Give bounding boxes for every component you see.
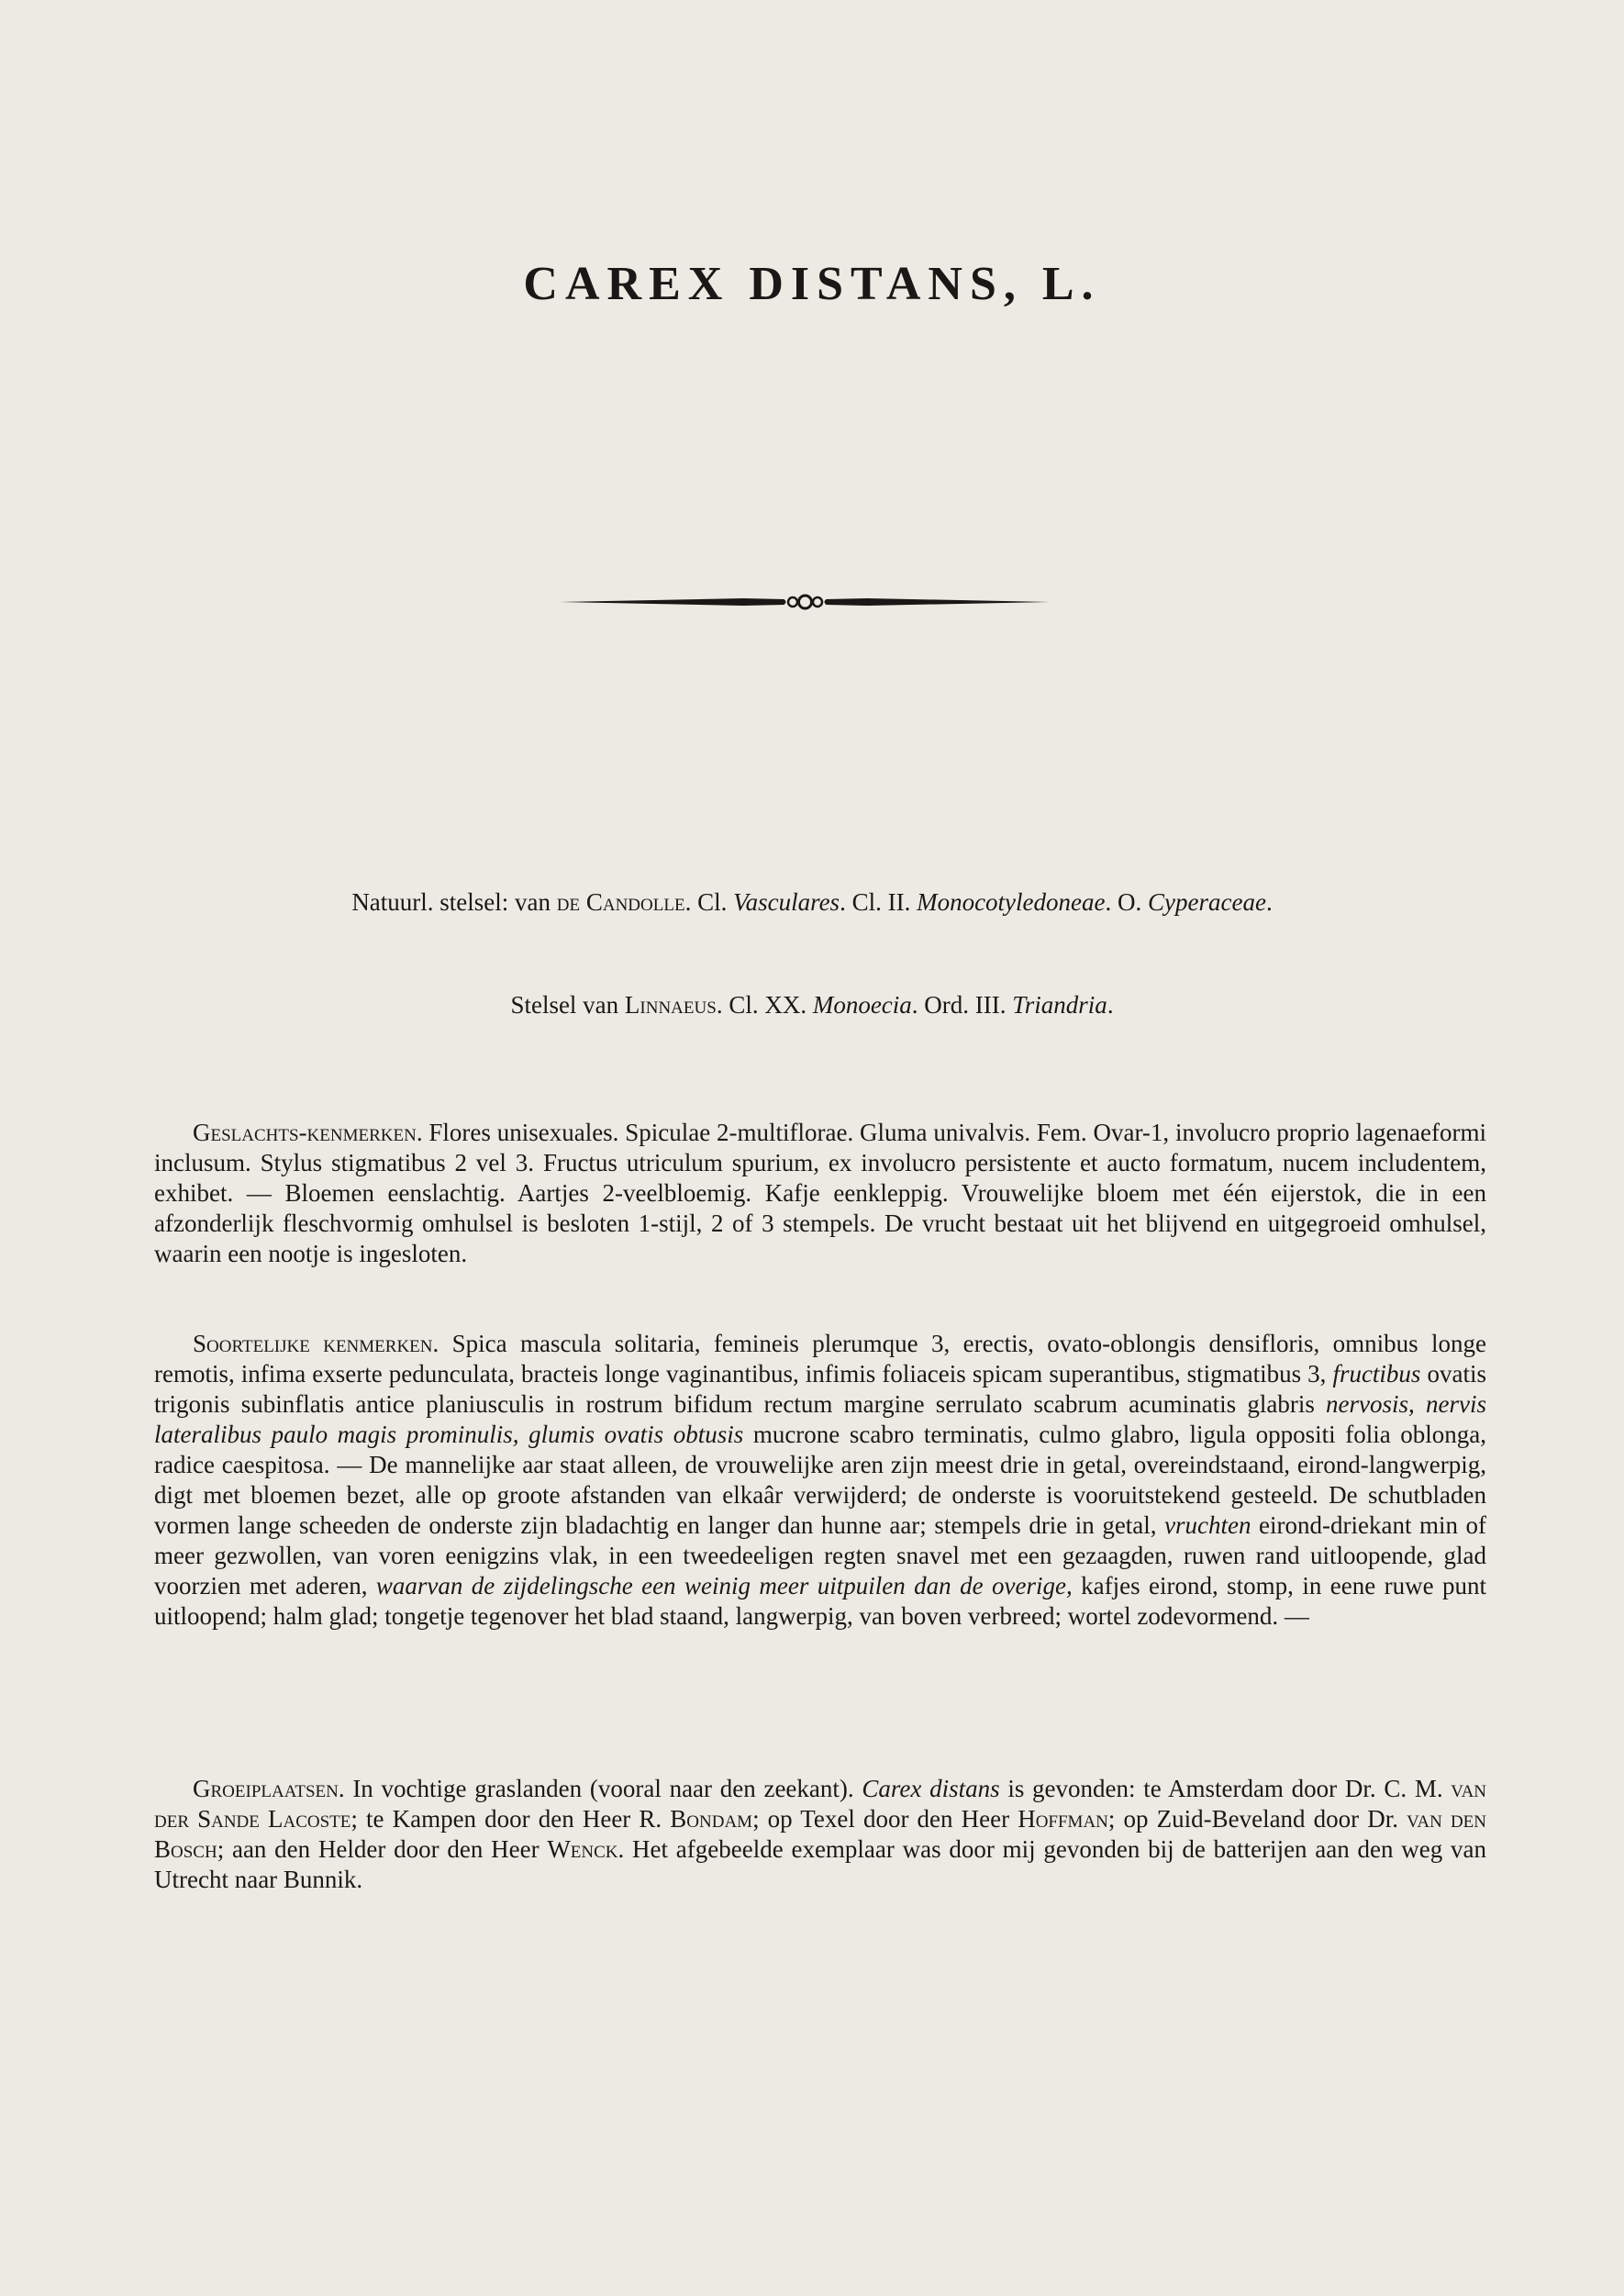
section-heading: Geslachts-kenmerken. <box>193 1119 423 1146</box>
section-heading: Soortelijke kenmerken. <box>193 1330 439 1357</box>
author-linnaeus: Linnaeus <box>624 991 717 1019</box>
section-heading: Groeiplaatsen. <box>193 1775 345 1802</box>
natural-system-line: Natuurl. stelsel: van de Candolle. Cl. Vasculares. Cl. II. Monocotyledoneae. O. Cyperaceae. <box>351 888 1273 916</box>
ornamental-divider <box>560 587 1051 617</box>
author-de-candolle: de Candolle <box>556 888 685 916</box>
groeiplaatsen-paragraph: Groeiplaatsen. In vochtige graslanden (vooral naar den zeekant). Carex distans is gevonden: te Amsterdam door Dr. C. M. van der Sande Lacoste; te Kampen door den Heer R. Bondam; op Texel door den Heer Hoffman; op Zuid-Beveland door Dr. van den Bosch; aan den Helder door den Heer Wenck. Het afgebeelde exemplaar was door mij gevonden bij de batterijen aan den weg van Utrecht naar Bunnik. <box>154 1775 1487 1893</box>
soortelijke-kenmerken-paragraph: Soortelijke kenmerken. Spica mascula solitaria, femineis plerumque 3, erectis, ovato-oblongis densifloris, omnibus longe remotis, infima exserte pedunculata, bracteis longe vaginantibus, infimis foliaceis spicam superantibus, stigmatibus 3, fructibus ovatis trigonis subinflatis antice planiusculis in rostrum bifidum rectum margine serrulato scabrum acuminatis glabris nervosis, nervis lateralibus paulo magis prominulis, glumis ovatis obtusis mucrone scabro terminatis, culmo glabro, ligula oppositi folia oblonga, radice caespitosa. — De mannelijke aar staat alleen, de vrouwelijke aren zijn meest drie in getal, overeindstaand, eirond-langwerpig, digt met bloemen bezet, alle op groote afstanden van elkaâr verwijderd; de onderste is vooruitstekend gesteeld. De schutbladen vormen lange scheeden de onderste zijn bladachtig en langer dan hunne aar; stempels drie in getal, vruchten eirond-driekant min of meer gezwollen, van voren eenigzins vlak, in een tweedeeligen regten snavel met een gezaagden, ruwen rand uitloopende, glad voorzien met aderen, waarvan de zijdelingsche een weinig meer uitpuilen dan de overige, kafjes eirond, stomp, in eene ruwe punt uitloopend; halm glad; tongetje tegenover het blad staand, langwerpig, van boven verbreed; wortel zodevormend. — <box>154 1330 1487 1630</box>
geslachts-kenmerken-paragraph: Geslachts-kenmerken. Flores unisexuales. Spiculae 2-multiflorae. Gluma univalvis. Fem. Ovar-1, involucro proprio lagenaeformi inclusum. Stylus stigmatibus 2 vel 3. Fructus utriculum spurium, ex involucro persistente et aucto formatum, nucem includentem, exhibet. — Bloemen eenslachtig. Aartjes 2-veelbloemig. Kafje eenkleppig. Vrouwelijke bloem met één eijerstok, die in een afzonderlijk fleschvormig omhulsel is besloten 1-stijl, 2 of 3 stempels. De vrucht bestaat uit het blijvend en uitgegroeid omhulsel, waarin een nootje is ingesloten. <box>154 1119 1486 1267</box>
linnaeus-system-line: Stelsel van Linnaeus. Cl. XX. Monoecia. Ord. III. Triandria. <box>510 991 1114 1019</box>
page-title: CAREX DISTANS, L. <box>523 258 1101 310</box>
